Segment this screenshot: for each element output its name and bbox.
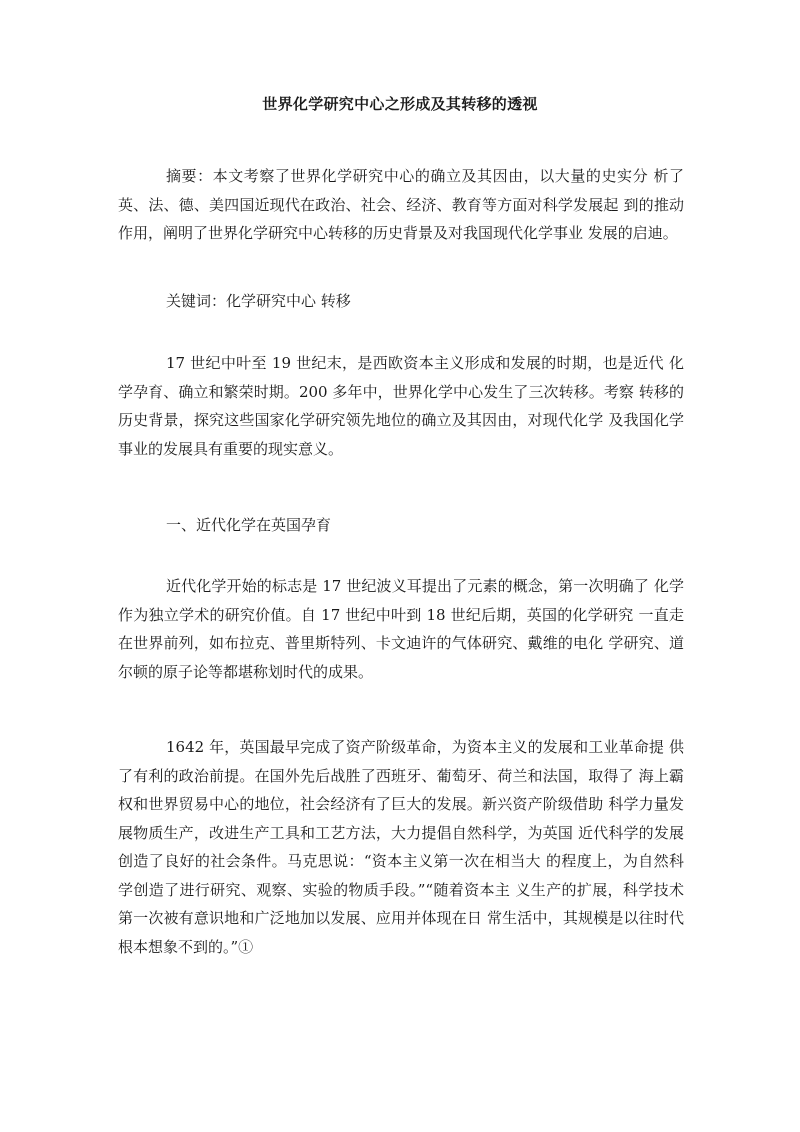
intro-paragraph: 17 世纪中叶至 19 世纪末，是西欧资本主义形成和发展的时期，也是近代 化学孕育、确立和繁荣时期。200 多年中，世界化学中心发生了三次转移。考察 转移的历史背景，探究这些国家化学研究领先地位的确立及其因由，对现代化学 及我国化学事业的发展具有重要的现实意义。 xyxy=(118,354,684,458)
section1-paragraph-2: 1642 年，英国最早完成了资产阶级革命，为资本主义的发展和工业革命提 供了有利的政治前提。在国外先后战胜了西班牙、葡萄牙、荷兰和法国，取得了 海上霸权和世界贸易中心的地位，社会经济有了巨大的发展。新兴资产阶级借助 科学力量发展物质生产，改进生产工具和工艺方法，大力提倡自然科学，为英国 近代科学的发展创造了良好的社会条件。马克思说：“资本主义第一次在相当大 的程度上，为自然科学创造了进行研究、观察、实验的物质手段。”“随着资本主 义生产的扩展，科学技术第一次被有意识地和广泛地加以发展、应用并体现在日 常生活中，其规模是以往时代根本想象不到的。”① xyxy=(118,738,684,956)
section-heading: 一、近代化学在英国孕育 xyxy=(166,516,332,534)
abstract-paragraph: 摘要：本文考察了世界化学研究中心的确立及其因由，以大量的史实分 析了英、法、德、美四国近现代在政治、社会、经济、教育等方面对科学发展起 到的推动作用，阐明了世界化学研究中心转移的历史背景及对我国现代化学事业 发展的启迪。 xyxy=(118,167,684,242)
section1-paragraph-1: 近代化学开始的标志是 17 世纪波义耳提出了元素的概念，第一次明确了 化学作为独立学术的研究价值。自 17 世纪中叶到 18 世纪后期，英国的化学研究 一直走在世界前列，如布拉克、普里斯特列、卡文迪许的气体研究、戴维的电化 学研究、道尔顿的原子论等都堪称划时代的成果。 xyxy=(118,577,684,681)
document-title: 世界化学研究中心之形成及其转移的透视 xyxy=(262,95,538,113)
keywords-line: 关键词：化学研究中心 转移 xyxy=(166,292,351,310)
